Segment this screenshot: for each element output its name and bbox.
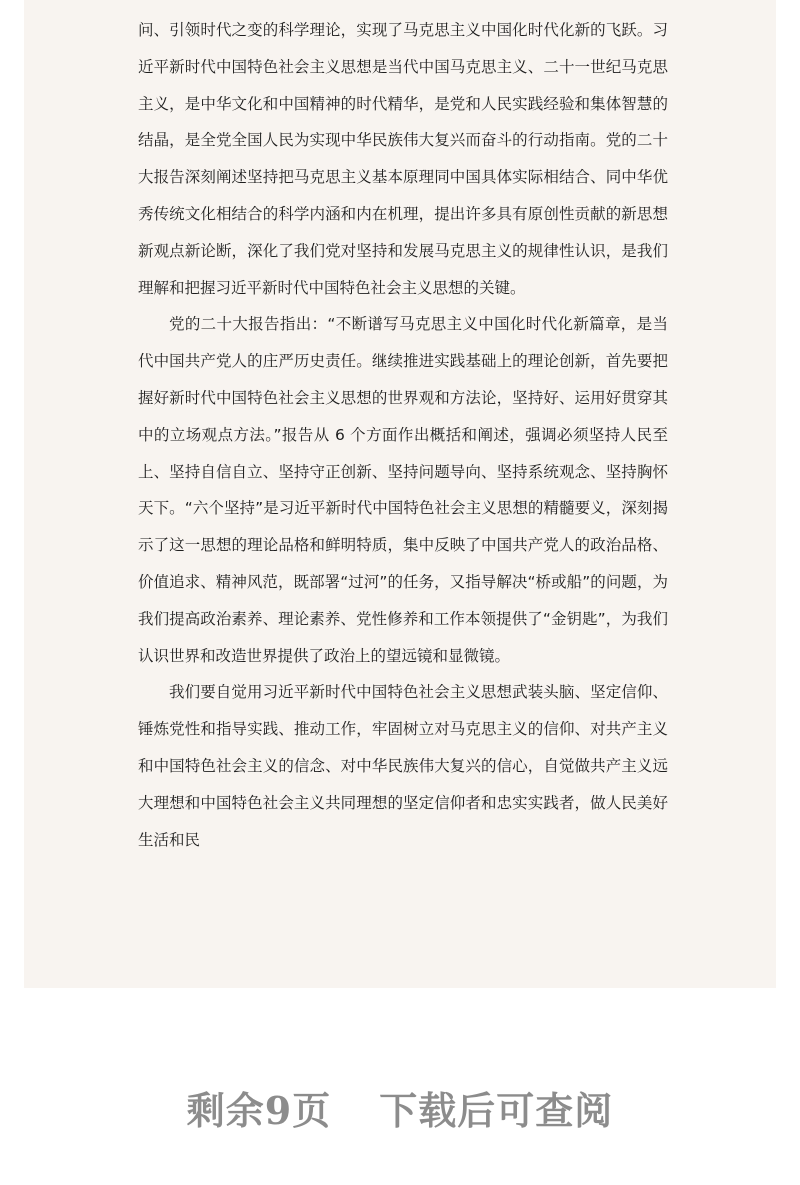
- remaining-pages-banner[interactable]: [0, 1080, 800, 1135]
- document-paragraph: 我们要自觉用习近平新时代中国特色社会主义思想武装头脑、坚定信仰、锤炼党性和指导实践、推动工作，牢固树立对马克思主义的信仰、对共产主义和中国特色社会主义的信念、对中华民族伟大复兴的信心，自觉做共产主义远大理想和中国特色社会主义共同理想的坚定信仰者和忠实实践者，做人民美好生活和民: [138, 683, 668, 849]
- document-body: [138, 12, 668, 858]
- document-paragraph: 党的二十大报告指出：“不断谱写马克思主义中国化时代化新篇章，是当代中国共产党人的庄严历史责任。继续推进实践基础上的理论创新，首先要把握好新时代中国特色社会主义思想的世界观和方法论，坚持好、运用好贯穿其中的立场观点方法。”报告从 6 个方面作出概括和阐述，强调必须坚持人民至上、坚持自信自立、坚持守正创新、坚持问题导向、坚持系统观念、坚持胸怀天下。“六个坚持”是习近平新时代中国特色社会主义思想的精髓要义，深刻揭示了这一思想的理论品格和鲜明特质，集中反映了中国共产党人的政治品格、价值追求、精神风范，既部署“过河”的任务，又指导解决“桥或船”的问题，为我们提高政治素养、理论素养、党性修养和工作本领提供了“金钥匙”，为我们认识世界和改造世界提供了政治上的望远镜和显微镜。: [138, 315, 668, 665]
- document-paragraph: 问、引领时代之变的科学理论，实现了马克思主义中国化时代化新的飞跃。习近平新时代中国特色社会主义思想是当代中国马克思主义、二十一世纪马克思主义，是中华文化和中国精神的时代精华，是党和人民实践经验和集体智慧的结晶，是全党全国人民为实现中华民族伟大复兴而奋斗的行动指南。党的二十大报告深刻阐述坚持把马克思主义基本原理同中国具体实际相结合、同中华优秀传统文化相结合的科学内涵和内在机理，提出许多具有原创性贡献的新思想新观点新论断，深化了我们党对坚持和发展马克思主义的规律性认识，是我们理解和把握习近平新时代中国特色社会主义思想的关键。: [138, 21, 668, 297]
- remaining-pages-count[interactable]: 剩余9页: [186, 1088, 332, 1133]
- download-to-view-prompt[interactable]: 下载后可查阅: [379, 1088, 614, 1133]
- document-preview-panel: [24, 0, 776, 988]
